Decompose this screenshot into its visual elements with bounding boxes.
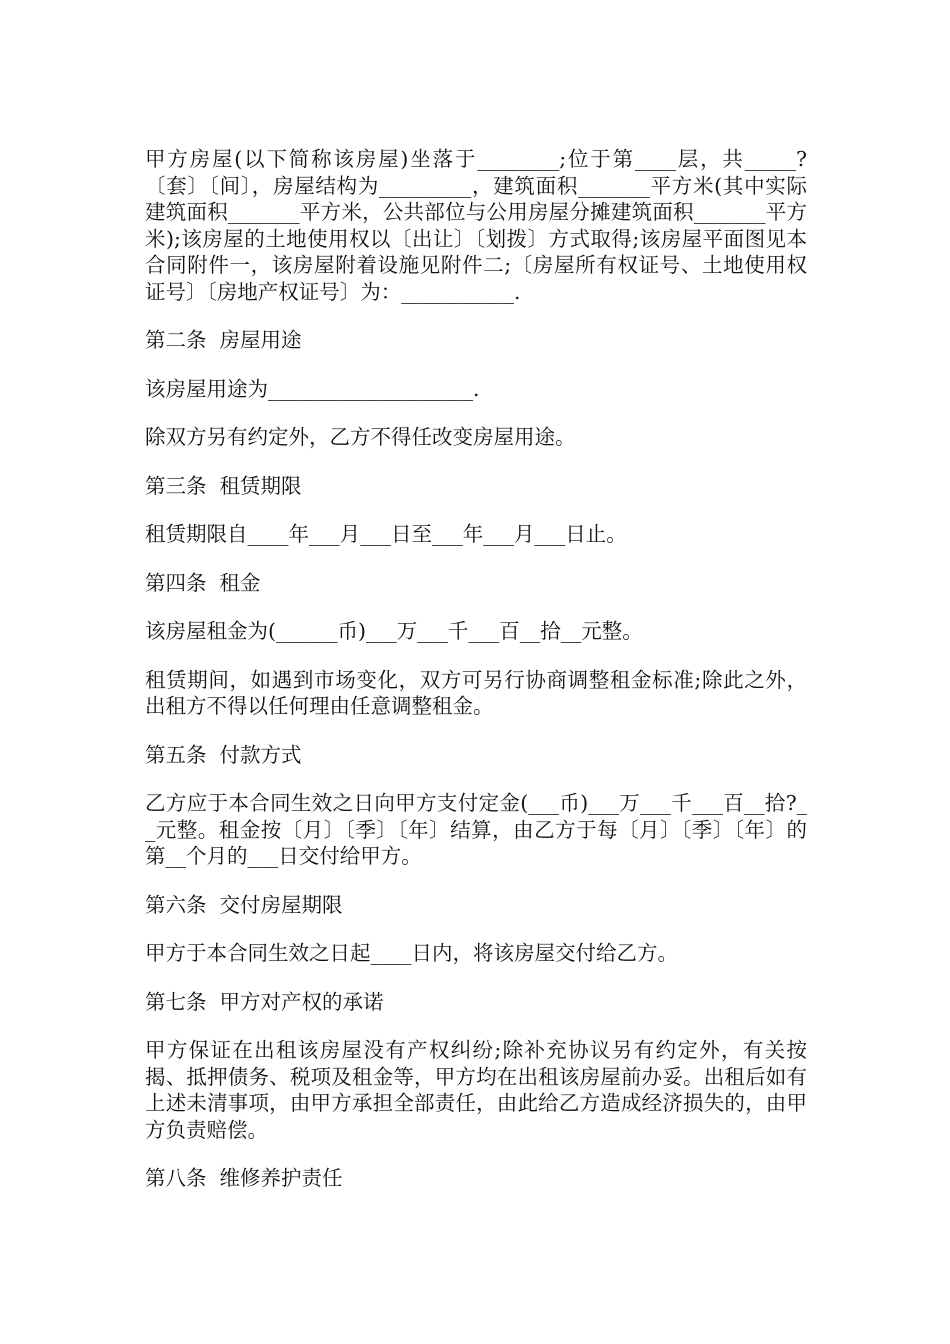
paragraph-rent-adjustment: 租赁期间，如遇到市场变化，双方可另行协商调整租金标准;除此之外，出租方不得以任何理由任意调整租金。	[145, 667, 807, 718]
heading-article-2: 第二条 房屋用途	[145, 328, 302, 352]
heading-article-3: 第三条 租赁期限	[145, 473, 302, 498]
document-body	[145, 146, 807, 1214]
heading-article-8: 第八条 维修养护责任	[145, 1166, 343, 1190]
heading-article-5: 第五条 付款方式	[145, 742, 302, 767]
heading-article-7: 第七条 甲方对产权的承诺	[145, 989, 384, 1014]
paragraph-property-description: 甲方房屋(以下简称该房屋)坐落于________;位于第____层，共_____?〔套〕〔间〕，房屋结构为_________，建筑面积_______平方米(其中实际建筑面积_______平方米，公共部位与公用房屋分摊建筑面积_______平方米);该房屋的土地使用权以〔出让〕〔划拨〕方式取得;该房屋平面图见本合同附件一，该房屋附着设施见附件二;〔房屋所有权证号、土地使用权证号〕〔房地产权证号〕为：___________.	[145, 147, 807, 304]
paragraph-rent-amount: 该房屋租金为(______币)___万___千___百__拾__元整。	[145, 619, 643, 643]
paragraph-usage: 该房屋用途为____________________.	[145, 376, 480, 401]
paragraph-delivery-term: 甲方于本合同生效之日起____日内，将该房屋交付给乙方。	[145, 941, 678, 965]
paragraph-payment-method: 乙方应于本合同生效之日向甲方支付定金(___币)___万___千___百__拾?__元整。租金按〔月〕〔季〕〔年〕结算，由乙方于每〔月〕〔季〕〔年〕的第__个月的___日交付给甲方。	[145, 791, 807, 868]
paragraph-usage-restriction: 除双方另有约定外，乙方不得任改变房屋用途。	[145, 425, 576, 449]
paragraph-lease-term: 租赁期限自____年___月___日至___年___月___日止。	[145, 522, 627, 546]
heading-article-4: 第四条 租金	[145, 570, 261, 595]
paragraph-title-guarantee: 甲方保证在出租该房屋没有产权纠纷;除补充协议另有约定外，有关按揭、抵押债务、税项及租金等，甲方均在出租该房屋前办妥。出租后如有上述未清事项，由甲方承担全部责任，由此给乙方造成经济损失的，由甲方负责赔偿。	[145, 1038, 807, 1142]
heading-article-6: 第六条 交付房屋期限	[145, 892, 343, 917]
